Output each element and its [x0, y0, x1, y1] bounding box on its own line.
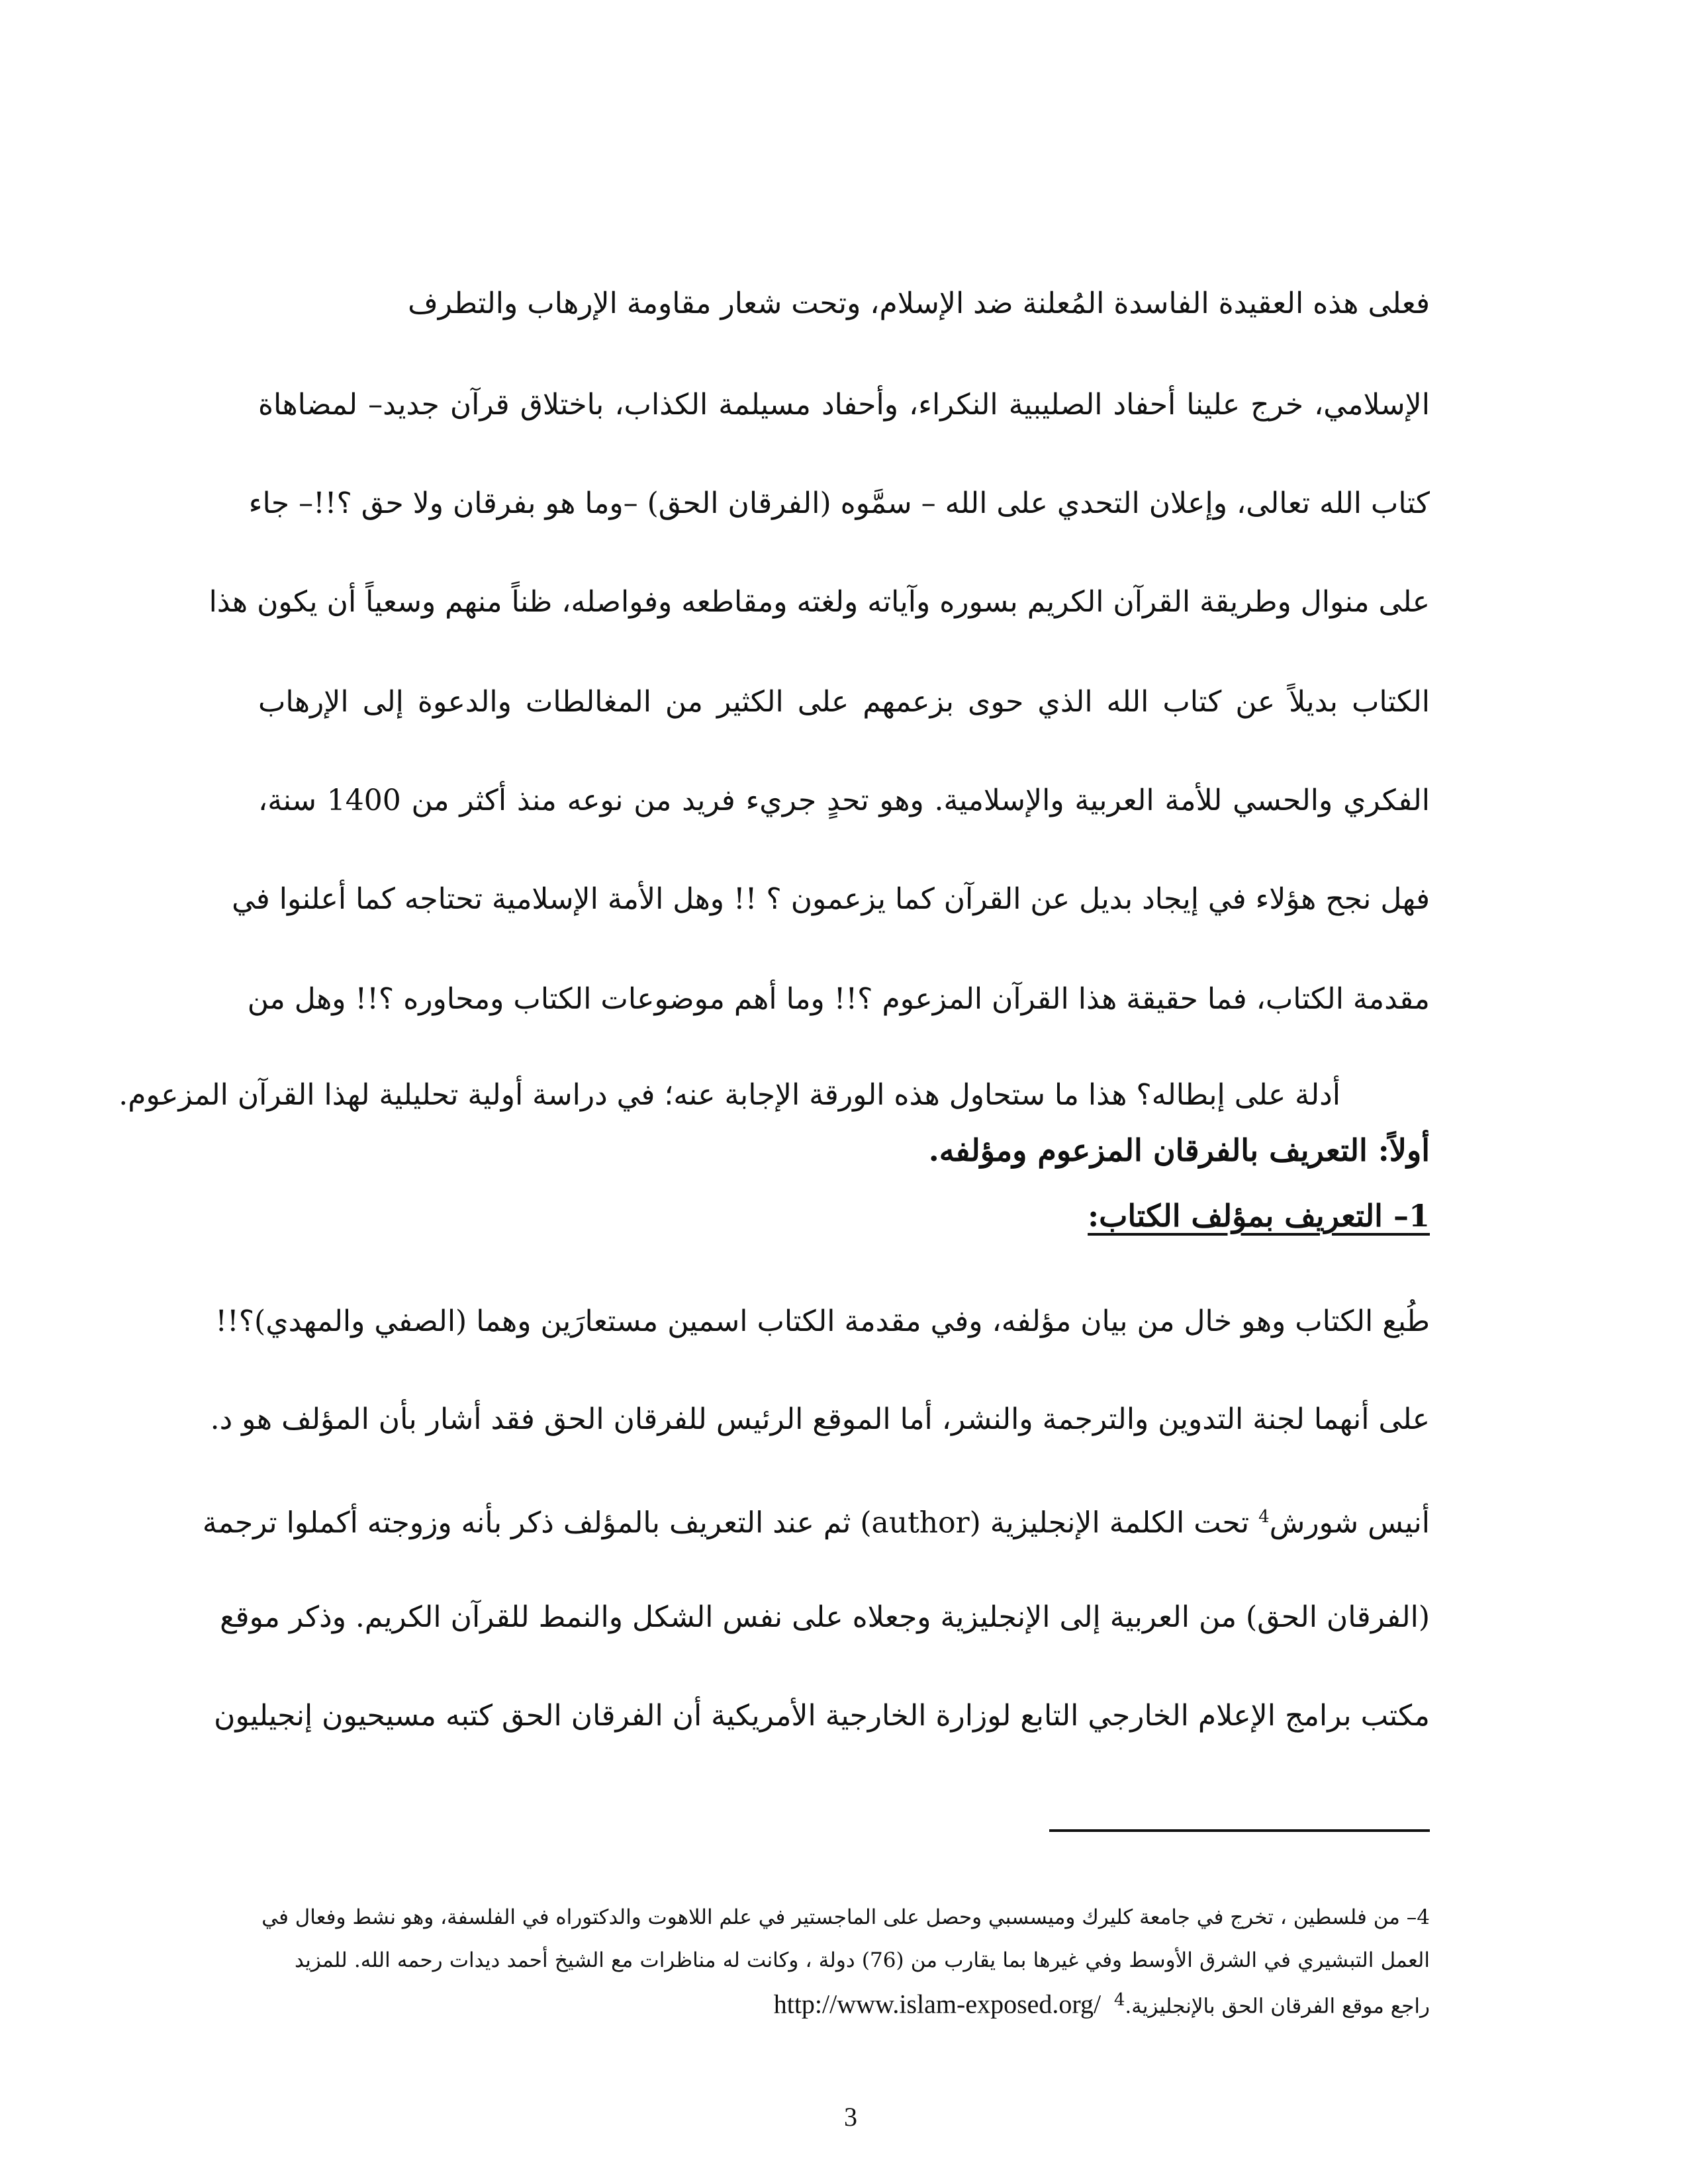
text-line: كتاب الله تعالى، وإعلان التحدي على الله – سمَّوه (الفرقان الحق) –وما هو بفرقان ولا حق ؟!!– جاء	[248, 486, 1430, 520]
footnote-line: العمل التبشيري في الشرق الأوسط وفي غيرها بما يقارب من (76) دولة ، وكانت له مناظرات مع الشيخ أحمد ديدات رحمه الله. للمزيد	[295, 1948, 1430, 1972]
text-line: الفكري والحسي للأمة العربية والإسلامية. وهو تحدٍ جريء فريد من نوعه منذ أكثر من 1400 سنة،	[258, 784, 1430, 817]
footnote-line	[774, 1985, 1430, 2021]
text-line	[202, 1497, 1430, 1543]
footnote-separator	[1049, 1829, 1430, 1832]
footnote-url-link[interactable]: http://www.islam-exposed.org/	[773, 1989, 1102, 2019]
section-heading: أولاً: التعريف بالفرقان المزعوم ومؤلفه.	[928, 1132, 1430, 1168]
footnote-ref: 4	[1113, 1990, 1125, 2010]
text-line: مكتب برامج الإعلام الخارجي التابع لوزارة الخارجية الأمريكية أن الفرقان الحق كتبه مسيحيون إنجيليون	[214, 1699, 1430, 1733]
footnote-line: 4– من فلسطين ، تخرج في جامعة كليرك وميسسبي وحصل على الماجستير في علم اللاهوت والدكتوراه في الفلسفة، وهو نشط وفعال في	[261, 1905, 1430, 1929]
text-line: (الفرقان الحق) من العربية إلى الإنجليزية وجعلاه على نفس الشكل والنمط للقرآن الكريم. وذكر موقع	[220, 1600, 1430, 1634]
text-line: الكتاب بديلاً عن كتاب الله الذي حوى بزعمهم على الكثير من المغالطات والدعوة إلى الإرهاب	[258, 685, 1430, 719]
text-line: على منوال وطريقة القرآن الكريم بسوره وآياته ولغته ومقاطعه وفواصله، ظناً منهم وسعياً أن يكون هذا	[209, 585, 1430, 619]
text-line: أدلة على إبطاله؟ هذا ما ستحاول هذه الورقة الإجابة عنه؛ في دراسة أولية تحليلية لهذا القرآن المزعوم.	[118, 1078, 1340, 1112]
text-line: مقدمة الكتاب، فما حقيقة هذا القرآن المزعوم ؟!! وما أهم موضوعات الكتاب ومحاوره ؟!! وهل من	[247, 982, 1430, 1016]
text-line: فعلى هذه العقيدة الفاسدة المُعلنة ضد الإسلام، وتحت شعار مقاومة الإرهاب والتطرف	[408, 287, 1430, 320]
footnote-ref[interactable]: 4	[1258, 1507, 1270, 1527]
text-line: الإسلامي، خرج علينا أحفاد الصليبية النكراء، وأحفاد مسيلمة الكذاب، باختلاق قرآن جديد– لمضاهاة	[258, 388, 1430, 422]
line-continuation: تحت الكلمة الإنجليزية (author) ثم عند التعريف بالمؤلف ذكر بأنه وزوجته أكملوا ترجمة	[202, 1506, 1259, 1540]
subsection-heading: 1– التعريف بمؤلف الكتاب:	[1088, 1198, 1430, 1234]
text-line: على أنهما لجنة التدوين والترجمة والنشر، أما الموقع الرئيس للفرقان الحق فقد أشار بأن المؤلف هو د.	[210, 1402, 1430, 1436]
author-name: أنيس شورش	[1269, 1506, 1430, 1540]
text-line: طُبع الكتاب وهو خال من بيان مؤلفه، وفي مقدمة الكتاب اسمين مستعارَين وهما (الصفي والمهدي)؟!!	[215, 1304, 1430, 1338]
page-number: 3	[844, 2102, 857, 2132]
footnote-text: راجع موقع الفرقان الحق بالإنجليزية.	[1125, 1994, 1430, 2019]
text-line: فهل نجح هؤلاء في إيجاد بديل عن القرآن كما يزعمون ؟ !! وهل الأمة الإسلامية تحتاجه كما أعلنوا في	[232, 882, 1430, 916]
